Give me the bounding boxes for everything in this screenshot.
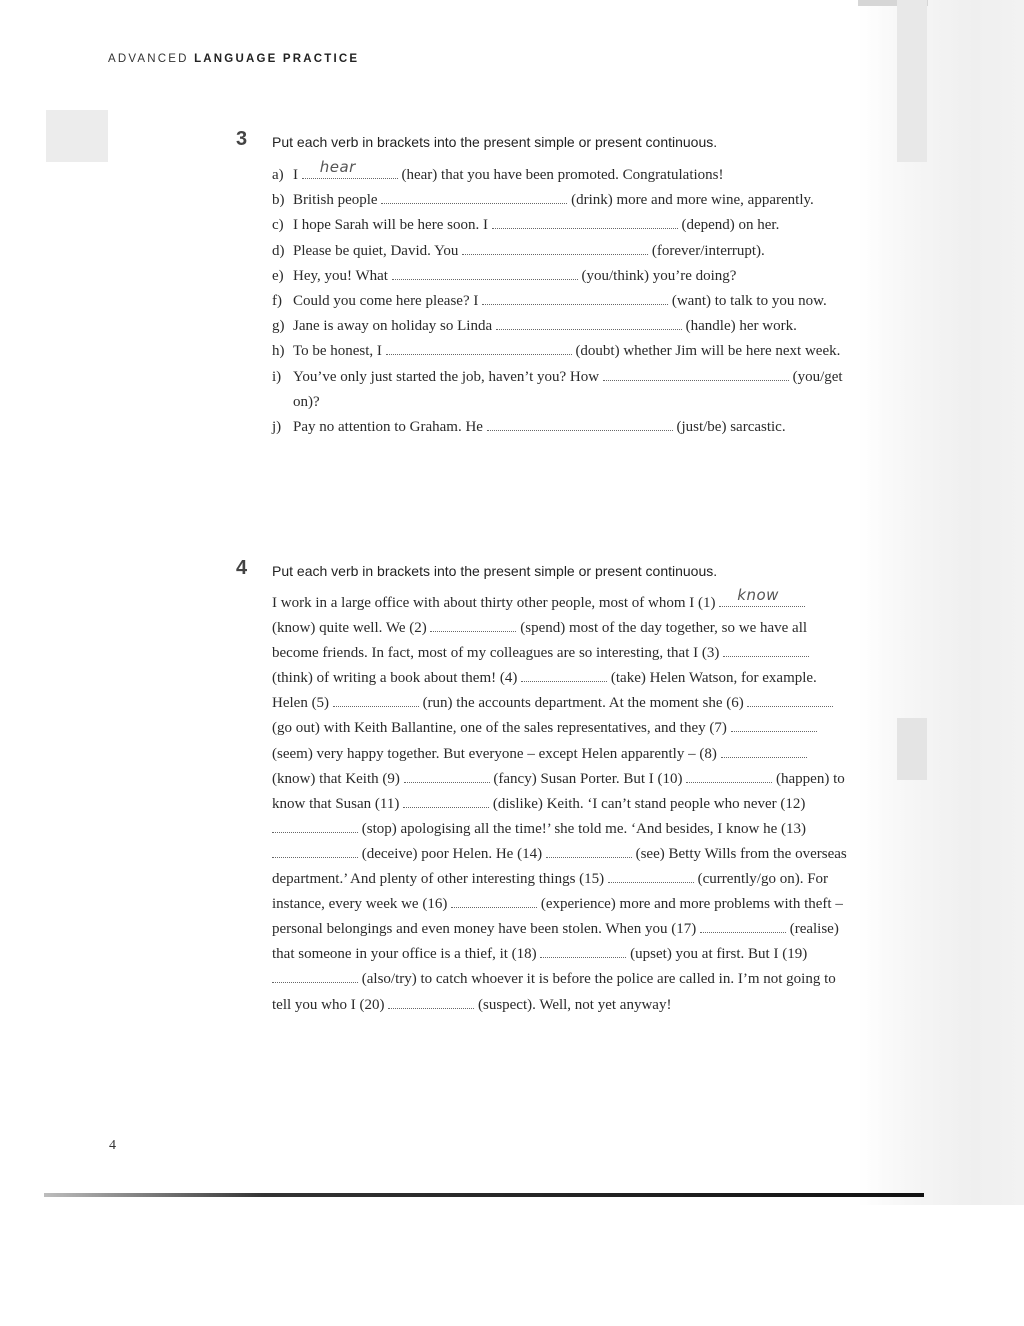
item-text <box>293 289 852 314</box>
answer-blank[interactable] <box>747 693 833 707</box>
passage-text: (take) Helen Watson, for example. Helen (5) <box>272 670 817 712</box>
item-text-before: Pay no attention to Graham. He <box>293 419 487 436</box>
exercise-3-item <box>272 239 852 264</box>
answer-blank[interactable] <box>272 819 358 833</box>
item-text <box>293 264 852 289</box>
exercise-3-item <box>272 339 852 364</box>
item-text-after: (depend) on her. <box>677 217 780 234</box>
answer-blank[interactable] <box>386 341 572 355</box>
item-text-before: You’ve only just started the job, haven’t you? How <box>293 368 603 385</box>
item-label: f) <box>272 293 282 310</box>
answer-blank[interactable] <box>492 215 678 229</box>
running-header-prefix: ADVANCED <box>108 53 189 65</box>
passage-text: (know) that Keith (9) <box>272 770 404 787</box>
exercise-3-item <box>272 188 852 213</box>
item-text <box>293 188 852 213</box>
passage-text: (experience) more and more problems with theft – personal belongings and even money have been stolen. When you (17) <box>272 896 843 938</box>
answer-blank[interactable] <box>392 266 578 280</box>
item-text-after: (you/think) you’re doing? <box>577 267 737 284</box>
item-text-after: (forever/interrupt). <box>648 242 765 259</box>
answer-blank[interactable] <box>721 744 807 758</box>
exercise-4-instruction: Put each verb in brackets into the present simple or present continuous. <box>272 563 718 579</box>
answer-blank[interactable] <box>462 241 648 255</box>
item-label: d) <box>272 242 285 259</box>
item-label: e) <box>272 267 284 284</box>
passage-text: (happen) to know that Susan (11) <box>272 770 845 812</box>
scan-margin-shadow <box>858 0 1024 1205</box>
scan-grey-block <box>897 718 927 780</box>
answer-blank[interactable] <box>723 643 809 657</box>
answer-blank[interactable] <box>272 969 358 983</box>
passage-text: (dislike) Keith. ‘I can’t stand people who never (12) <box>489 795 806 812</box>
item-text-before: I hope Sarah will be here soon. I <box>293 217 492 234</box>
item-text-before: British people <box>293 192 382 209</box>
passage-text: (seem) very happy together. But everyone – except Helen apparently – (8) <box>272 745 721 762</box>
answer-blank[interactable] <box>388 995 474 1009</box>
passage-text: (know) quite well. We (2) <box>272 620 431 637</box>
item-text <box>293 365 852 415</box>
answer-blank[interactable] <box>272 844 358 858</box>
passage-text: (deceive) poor Helen. He (14) <box>358 845 546 862</box>
item-text <box>293 339 852 364</box>
passage-text: (spend) most of the day together, so we have all become friends. In fact, most of my colleagues are so interesting, that I (3) <box>272 620 808 662</box>
answer-blank[interactable] <box>487 417 673 431</box>
passage-text: (currently/go on). For instance, every week we (16) <box>272 871 829 913</box>
passage-text: (stop) apologising all the time!’ she told me. ‘And besides, I know he (13) <box>358 820 806 837</box>
answer-blank[interactable] <box>496 316 682 330</box>
item-text <box>293 213 852 238</box>
item-label: i) <box>272 368 282 385</box>
exercise-3-item <box>272 415 852 440</box>
answer-blank[interactable] <box>302 157 398 179</box>
item-text-before: Jane is away on holiday so Linda <box>293 318 496 335</box>
item-text-before: I <box>293 167 302 183</box>
answer-blank[interactable] <box>540 944 626 958</box>
passage-text: (think) of writing a book about them! (4) <box>272 670 522 687</box>
passage-text: (also/try) to catch whoever it is before the police are called in. I’m not going to tell you who I (20) <box>272 971 836 1013</box>
footer-rule <box>44 1193 924 1197</box>
scan-grey-block <box>46 110 108 162</box>
answer-blank[interactable] <box>430 618 516 632</box>
exercise-3-item <box>272 289 852 314</box>
exercise-3-items <box>272 157 852 440</box>
answer-blank[interactable] <box>700 919 786 933</box>
passage-text: (realise) that someone in your office is a thief, it (18) <box>272 921 839 963</box>
item-text <box>293 239 852 264</box>
answer-blank[interactable] <box>719 585 805 607</box>
item-label: a) <box>272 167 284 183</box>
page-number: 4 <box>109 1138 116 1153</box>
answer-blank[interactable] <box>333 693 419 707</box>
handwritten-answer: hear <box>319 157 356 176</box>
item-label: j) <box>272 419 282 436</box>
running-header <box>108 53 359 65</box>
answer-blank[interactable] <box>603 367 789 381</box>
item-text-before: Please be quiet, David. You <box>293 242 463 259</box>
item-text-after: (doubt) whether Jim will be here next week. <box>571 343 841 360</box>
answer-blank[interactable] <box>686 769 772 783</box>
passage-text: (see) Betty Wills from the overseas department.’ And plenty of other interesting things (15) <box>272 845 847 888</box>
item-text <box>293 157 852 188</box>
item-text-after: (drink) more and more wine, apparently. <box>567 192 814 209</box>
exercise-3-item <box>272 213 852 238</box>
exercise-3-instruction: Put each verb in brackets into the present simple or present continuous. <box>272 134 718 150</box>
answer-blank[interactable] <box>451 894 537 908</box>
item-text <box>293 314 852 339</box>
answer-blank[interactable] <box>521 668 607 682</box>
passage-text: I work in a large office with about thirty other people, most of whom I (1) <box>272 595 720 611</box>
answer-blank[interactable] <box>731 718 817 732</box>
answer-blank[interactable] <box>404 769 490 783</box>
item-text-before: To be honest, I <box>293 343 386 360</box>
item-label: h) <box>272 343 285 360</box>
exercise-4-passage <box>272 585 850 1018</box>
exercise-3-item <box>272 264 852 289</box>
item-text-after: (you/get on)? <box>293 368 843 410</box>
handwritten-answer: know <box>737 585 779 604</box>
answer-blank[interactable] <box>381 190 567 204</box>
item-text-after: (hear) that you have been promoted. Congratulations! <box>397 167 724 183</box>
item-label: b) <box>272 192 285 209</box>
item-label: g) <box>272 318 285 335</box>
passage-text: (go out) with Keith Ballantine, one of the sales representatives, and they (7) <box>272 720 731 737</box>
item-text-before: Hey, you! What <box>293 267 392 284</box>
passage-text: (upset) you at first. But I (19) <box>626 946 808 963</box>
passage-text: (fancy) Susan Porter. But I (10) <box>489 770 687 787</box>
scan-grey-block <box>897 0 927 162</box>
item-text-after: (want) to talk to you now. <box>668 293 827 310</box>
item-text <box>293 415 852 440</box>
item-label: c) <box>272 217 284 234</box>
exercise-3-item <box>272 157 852 188</box>
answer-blank[interactable] <box>546 844 632 858</box>
exercise-3-item <box>272 314 852 339</box>
answer-blank[interactable] <box>482 291 668 305</box>
exercise-3-item <box>272 365 852 415</box>
passage-text: (suspect). Well, not yet anyway! <box>474 996 672 1013</box>
item-text-after: (just/be) sarcastic. <box>672 419 786 436</box>
item-text-before: Could you come here please? I <box>293 293 483 310</box>
running-header-title: LANGUAGE PRACTICE <box>194 53 360 65</box>
exercise-3-number: 3 <box>236 128 248 150</box>
answer-blank[interactable] <box>403 794 489 808</box>
exercise-4-number: 4 <box>236 557 248 579</box>
passage-text: (run) the accounts department. At the moment she (6) <box>418 695 748 712</box>
item-text-after: (handle) her work. <box>681 318 797 335</box>
answer-blank[interactable] <box>608 869 694 883</box>
